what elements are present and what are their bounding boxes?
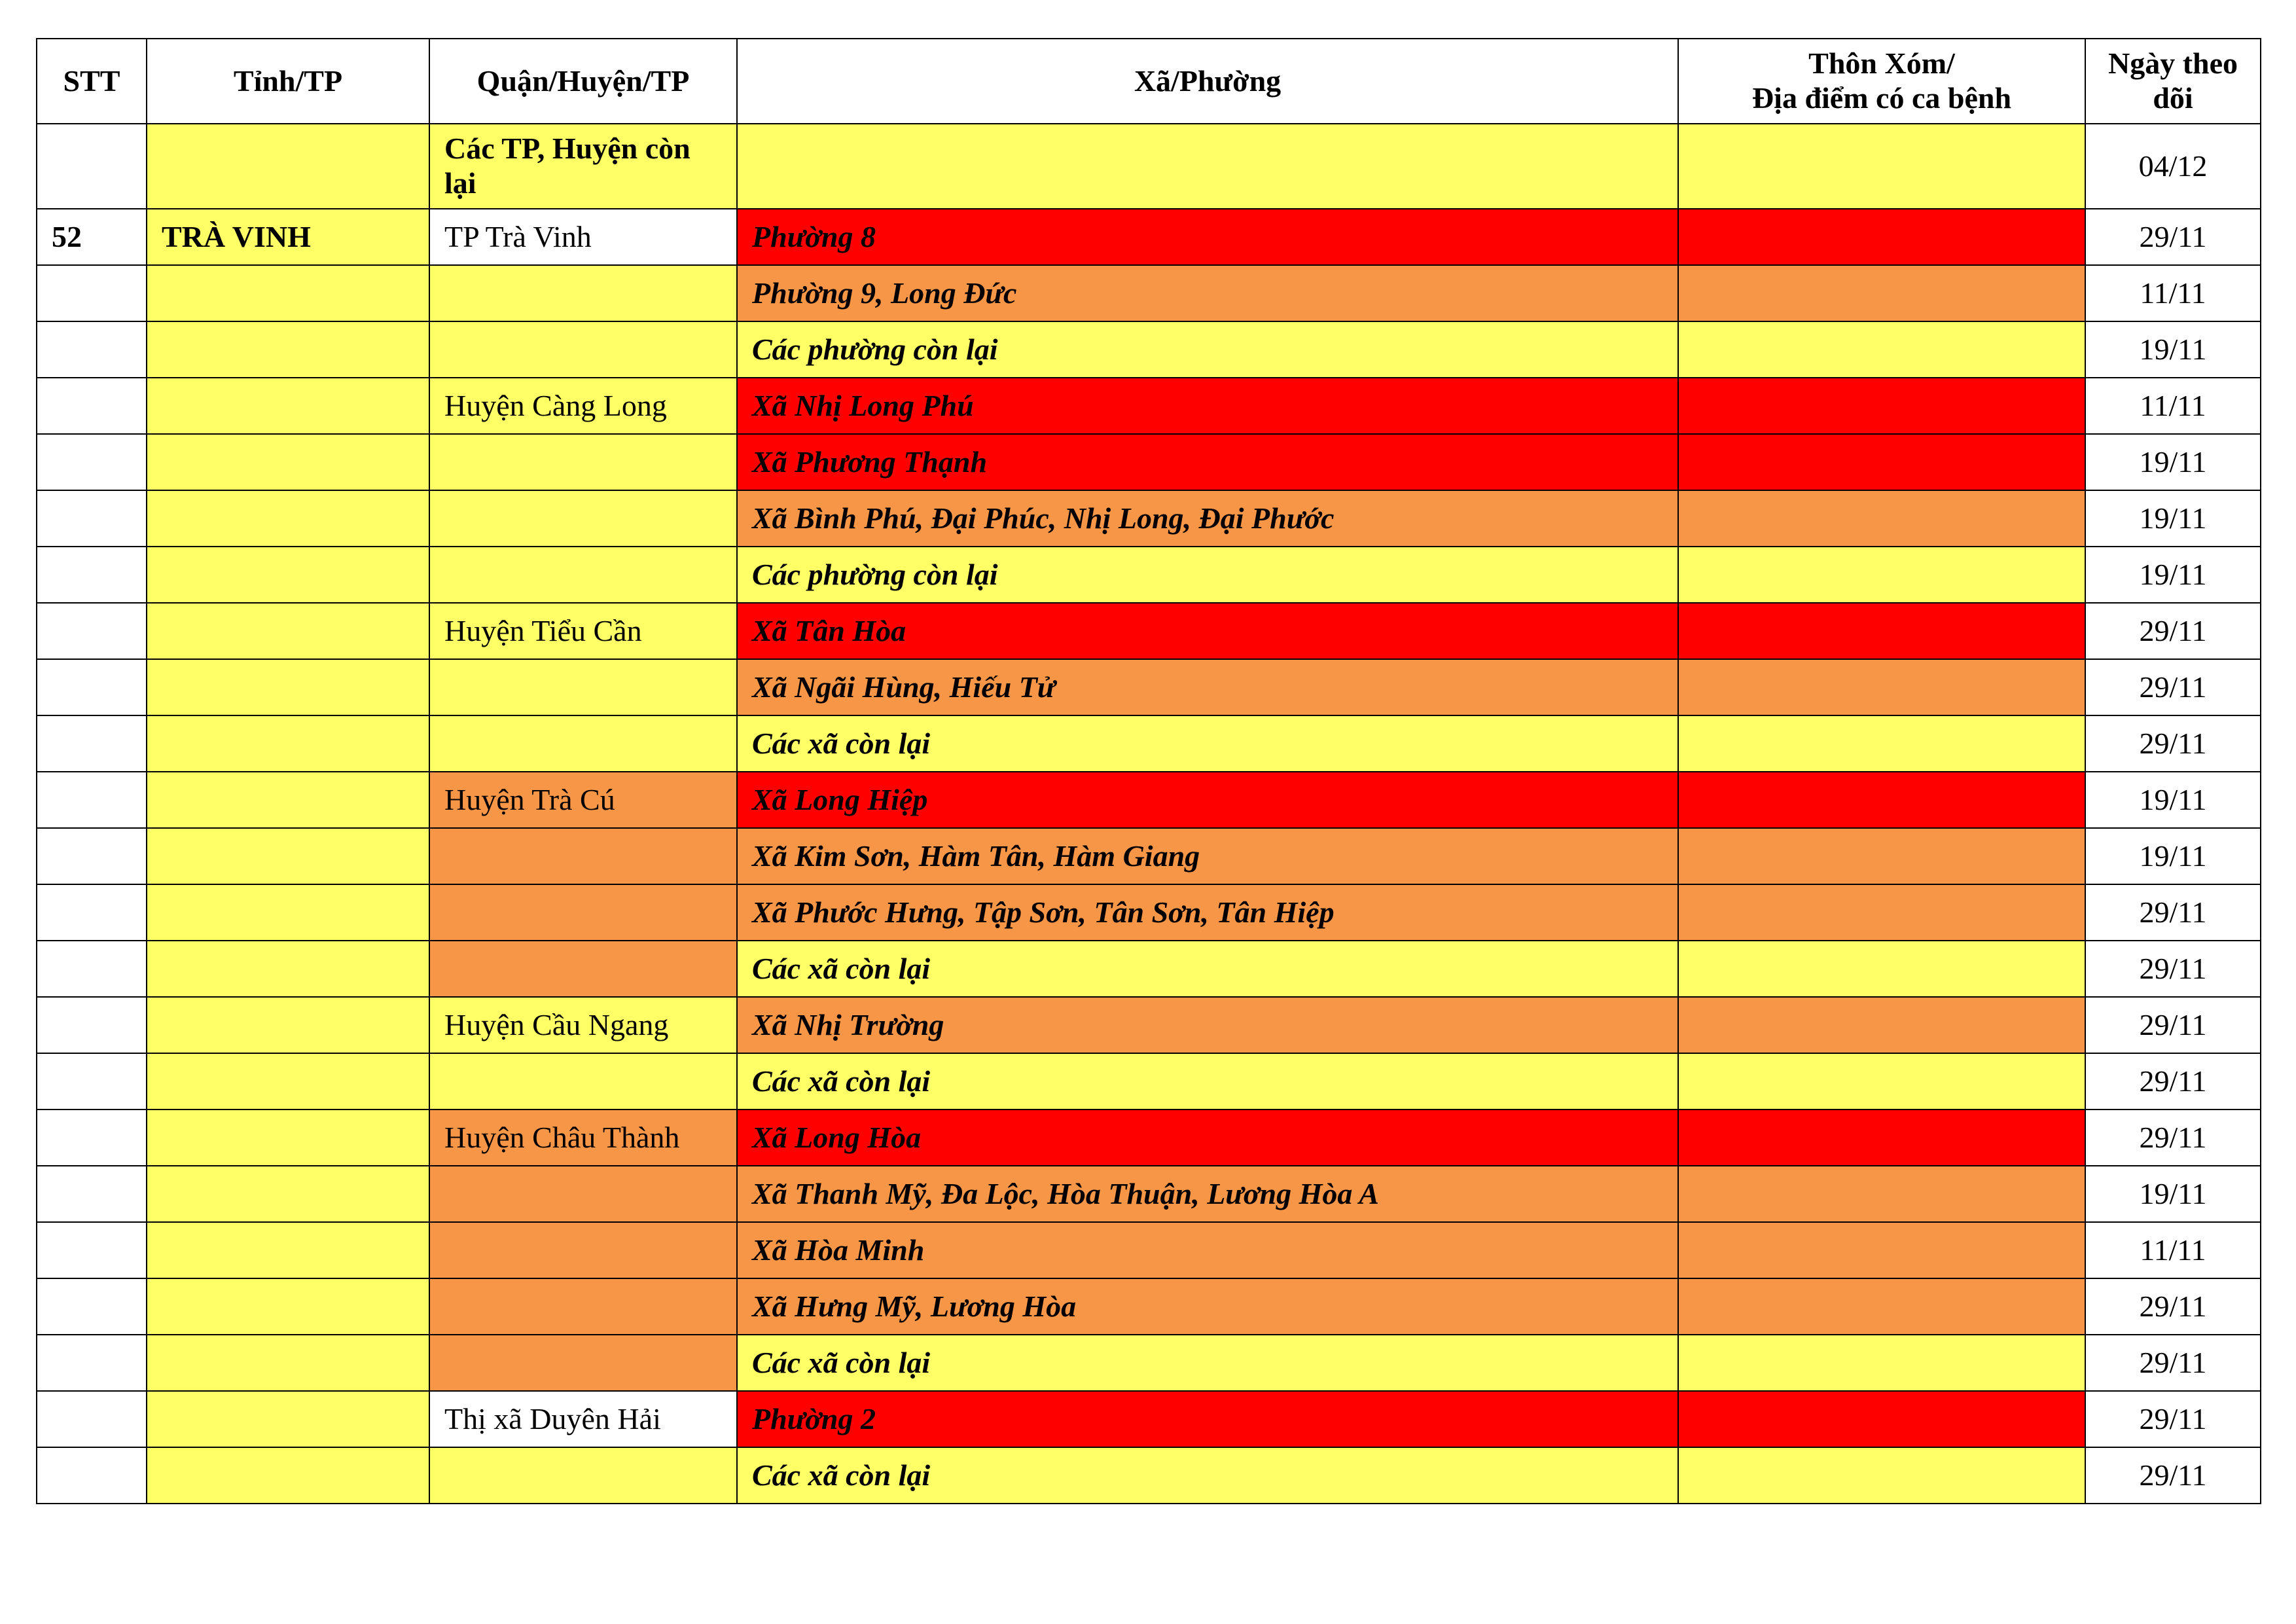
date-cell: 29/11 [2085,1053,2261,1110]
hamlet-cell [1678,941,2085,997]
district-cell [429,1447,737,1504]
province-cell [147,997,429,1053]
province-cell [147,321,429,378]
stt-cell [37,321,147,378]
table-row [37,715,2261,772]
hamlet-cell [1678,209,2085,265]
ward-cell: Xã Kim Sơn, Hàm Tân, Hàm Giang [737,828,1678,884]
table-row [37,884,2261,941]
hamlet-cell [1678,715,2085,772]
district-cell [429,828,737,884]
header-hamlet-line2: Địa điểm có ca bệnh [1751,81,2012,115]
district-cell [429,941,737,997]
stt-cell [37,1222,147,1278]
table-row [37,547,2261,603]
stt-cell [37,1391,147,1447]
stt-cell [37,1278,147,1335]
header-hamlet [1678,39,2085,124]
province-cell [147,772,429,828]
province-cell [147,1391,429,1447]
header-row [37,39,2261,124]
district-cell: Các TP, Huyện còn lại [429,124,737,209]
hamlet-cell [1678,265,2085,321]
table-row [37,1166,2261,1222]
hamlet-cell [1678,603,2085,659]
province-cell [147,1222,429,1278]
ward-cell: Các phường còn lại [737,321,1678,378]
hamlet-cell [1678,659,2085,715]
district-cell [429,715,737,772]
header-province: Tỉnh/TP [147,39,429,124]
ward-cell: Các phường còn lại [737,547,1678,603]
hamlet-cell [1678,124,2085,209]
stt-cell [37,265,147,321]
ward-cell: Xã Phương Thạnh [737,434,1678,490]
stt-cell [37,124,147,209]
stt-cell [37,884,147,941]
stt-cell [37,1166,147,1222]
province-cell [147,1110,429,1166]
province-cell [147,378,429,434]
stt-cell [37,603,147,659]
district-cell [429,265,737,321]
table-row [37,1110,2261,1166]
date-cell: 11/11 [2085,378,2261,434]
district-cell [429,1278,737,1335]
hamlet-cell [1678,547,2085,603]
stt-cell [37,378,147,434]
header-district: Quận/Huyện/TP [429,39,737,124]
ward-cell: Các xã còn lại [737,1335,1678,1391]
date-cell: 19/11 [2085,490,2261,547]
hamlet-cell [1678,1222,2085,1278]
hamlet-cell [1678,378,2085,434]
ward-cell: Xã Thanh Mỹ, Đa Lộc, Hòa Thuận, Lương Hòa A [737,1166,1678,1222]
hamlet-cell [1678,434,2085,490]
stt-cell [37,659,147,715]
district-cell [429,1222,737,1278]
date-cell: 19/11 [2085,434,2261,490]
header-ward: Xã/Phường [737,39,1678,124]
district-cell: Huyện Trà Cú [429,772,737,828]
district-cell [429,884,737,941]
date-cell: 29/11 [2085,941,2261,997]
table-row [37,265,2261,321]
header-date [2085,39,2261,124]
stt-cell [37,434,147,490]
table-row [37,941,2261,997]
district-cell [429,490,737,547]
date-cell: 29/11 [2085,715,2261,772]
date-cell: 29/11 [2085,659,2261,715]
stt-cell [37,941,147,997]
province-cell [147,124,429,209]
ward-cell: Xã Nhị Long Phú [737,378,1678,434]
ward-cell: Các xã còn lại [737,1447,1678,1504]
table-row [37,434,2261,490]
date-cell: 29/11 [2085,209,2261,265]
district-cell: Huyện Càng Long [429,378,737,434]
province-cell [147,941,429,997]
date-cell: 29/11 [2085,1335,2261,1391]
table-row [37,1278,2261,1335]
district-cell [429,547,737,603]
date-cell: 19/11 [2085,1166,2261,1222]
province-cell [147,1278,429,1335]
table-row [37,659,2261,715]
province-cell [147,1447,429,1504]
date-cell: 04/12 [2085,124,2261,209]
stt-cell [37,772,147,828]
ward-cell: Xã Hưng Mỹ, Lương Hòa [737,1278,1678,1335]
stt-cell [37,715,147,772]
province-cell [147,884,429,941]
date-cell: 29/11 [2085,603,2261,659]
hamlet-cell [1678,828,2085,884]
table-row [37,124,2261,209]
ward-cell: Các xã còn lại [737,941,1678,997]
date-cell: 29/11 [2085,1110,2261,1166]
table-row [37,1053,2261,1110]
district-cell: Thị xã Duyên Hải [429,1391,737,1447]
table-row [37,603,2261,659]
ward-cell: Xã Long Hiệp [737,772,1678,828]
province-cell [147,490,429,547]
province-cell [147,828,429,884]
hamlet-cell [1678,884,2085,941]
stt-cell [37,547,147,603]
district-cell: Huyện Cầu Ngang [429,997,737,1053]
stt-cell [37,997,147,1053]
table-row [37,490,2261,547]
ward-cell: Phường 8 [737,209,1678,265]
ward-cell: Xã Tân Hòa [737,603,1678,659]
stt-cell [37,490,147,547]
ward-cell: Xã Hòa Minh [737,1222,1678,1278]
hamlet-cell [1678,1110,2085,1166]
table-row [37,1335,2261,1391]
ward-cell: Xã Nhị Trường [737,997,1678,1053]
ward-cell: Các xã còn lại [737,1053,1678,1110]
ward-cell: Xã Phước Hưng, Tập Sơn, Tân Sơn, Tân Hiệp [737,884,1678,941]
province-cell [147,715,429,772]
district-cell [429,434,737,490]
ward-cell: Xã Bình Phú, Đại Phúc, Nhị Long, Đại Phước [737,490,1678,547]
hamlet-cell [1678,997,2085,1053]
date-cell: 29/11 [2085,1278,2261,1335]
table-row [37,378,2261,434]
date-cell: 11/11 [2085,1222,2261,1278]
hamlet-cell [1678,1335,2085,1391]
date-cell: 11/11 [2085,265,2261,321]
hamlet-cell [1678,1053,2085,1110]
province-cell [147,659,429,715]
header-date-line1: Ngày theo [2108,46,2238,81]
hamlet-cell [1678,772,2085,828]
header-stt: STT [37,39,147,124]
hamlet-cell [1678,1278,2085,1335]
table-row [37,772,2261,828]
table-body [37,124,2261,1504]
hamlet-cell [1678,1166,2085,1222]
province-cell [147,547,429,603]
date-cell: 29/11 [2085,997,2261,1053]
district-cell [429,1166,737,1222]
table-row [37,997,2261,1053]
date-cell: 29/11 [2085,1447,2261,1504]
province-cell [147,265,429,321]
district-cell: TP Trà Vinh [429,209,737,265]
stt-cell [37,1110,147,1166]
epidemic-level-table [36,38,2261,1504]
ward-cell: Các xã còn lại [737,715,1678,772]
table-row [37,1391,2261,1447]
ward-cell: Xã Long Hòa [737,1110,1678,1166]
hamlet-cell [1678,321,2085,378]
table-row [37,321,2261,378]
district-cell: Huyện Tiểu Cần [429,603,737,659]
stt-cell [37,1053,147,1110]
hamlet-cell [1678,490,2085,547]
stt-cell [37,1335,147,1391]
table-row [37,828,2261,884]
date-cell: 29/11 [2085,884,2261,941]
district-cell [429,659,737,715]
header-hamlet-line1: Thôn Xóm/ [1808,46,1955,81]
date-cell: 19/11 [2085,828,2261,884]
hamlet-cell [1678,1391,2085,1447]
ward-cell [737,124,1678,209]
province-cell [147,603,429,659]
date-cell: 29/11 [2085,1391,2261,1447]
province-cell: TRÀ VINH [147,209,429,265]
stt-cell [37,1447,147,1504]
district-cell [429,1335,737,1391]
ward-cell: Xã Ngãi Hùng, Hiếu Tử [737,659,1678,715]
stt-cell: 52 [37,209,147,265]
header-date-line2: dõi [2153,81,2193,115]
district-cell [429,1053,737,1110]
date-cell: 19/11 [2085,772,2261,828]
table-row [37,1447,2261,1504]
table-row [37,1222,2261,1278]
table-row [37,209,2261,265]
province-cell [147,434,429,490]
hamlet-cell [1678,1447,2085,1504]
date-cell: 19/11 [2085,321,2261,378]
province-cell [147,1335,429,1391]
stt-cell [37,828,147,884]
district-cell: Huyện Châu Thành [429,1110,737,1166]
province-cell [147,1166,429,1222]
ward-cell: Phường 2 [737,1391,1678,1447]
date-cell: 19/11 [2085,547,2261,603]
district-cell [429,321,737,378]
province-cell [147,1053,429,1110]
ward-cell: Phường 9, Long Đức [737,265,1678,321]
